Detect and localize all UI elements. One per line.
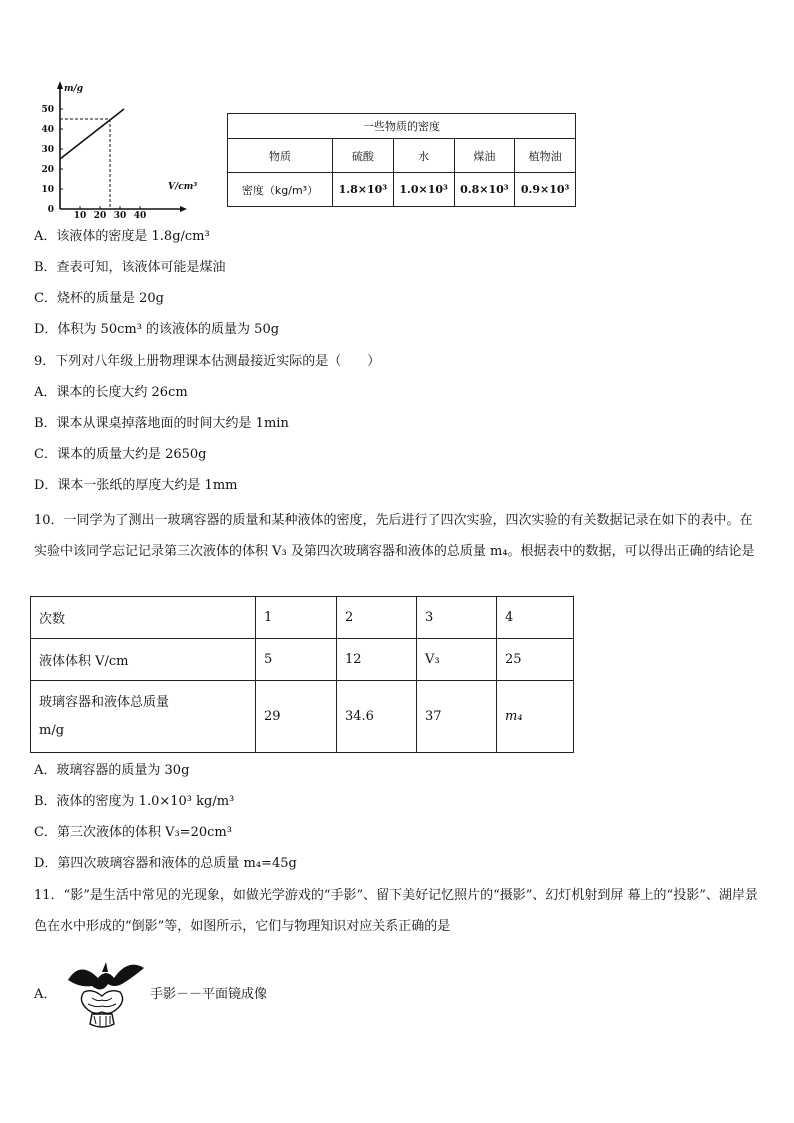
y-axis-label: m/g bbox=[64, 84, 84, 94]
x-tick-label: 30 bbox=[113, 211, 127, 221]
hand-shadow-bird-image bbox=[62, 958, 148, 1030]
q10-option-c: C．第三次液体的体积 V₃=20cm³ bbox=[34, 825, 232, 840]
exp-cell: 1 bbox=[256, 597, 337, 639]
density-header-cell: 硫酸 bbox=[333, 139, 394, 173]
exp-cell: 5 bbox=[256, 639, 337, 681]
exp-cell: 3 bbox=[417, 597, 497, 639]
exp-cell: 29 bbox=[256, 681, 337, 753]
q11-stem: 11．“影”是生活中常见的光现象，如做光学游戏的“手影”、留下美好记忆照片的“摄影”、幻灯机射到屏 幕上的“投影”、湖岸景色在水中形成的“倒影”等，如图所示，它们与物理知识对应关系正确的是 bbox=[34, 888, 758, 934]
density-value: 0.8×10³ bbox=[454, 173, 515, 207]
q9-stem: 9．下列对八年级上册物理课本估测最接近实际的是（ ） bbox=[34, 354, 381, 369]
density-header-cell: 物质 bbox=[228, 139, 333, 173]
exp-cell: 25 bbox=[497, 639, 574, 681]
y-tick-label: 40 bbox=[41, 125, 54, 135]
q10-stem: 10．一同学为了测出一玻璃容器的质量和某种液体的密度，先后进行了四次实验，四次实验的有关数据记录在如下的表中。在实验中该同学忘记记录第三次液体的体积 V₃ 及第四次玻璃容器和液体的总质量 m₄。根据表中的数据，可以得出正确的结论是 bbox=[34, 513, 755, 559]
q10-option-b: B．液体的密度为 1.0×10³ kg/m³ bbox=[34, 794, 235, 809]
density-value: 0.9×10³ bbox=[515, 173, 576, 207]
y-tick-label: 50 bbox=[41, 105, 54, 115]
q8-option-c: C．烧杯的质量是 20g bbox=[34, 291, 164, 306]
q8-option-a: A．该液体的密度是 1.8g/cm³ bbox=[34, 229, 210, 244]
y-tick-label: 30 bbox=[41, 145, 54, 155]
density-table-title: 一些物质的密度 bbox=[228, 114, 576, 139]
x-axis-arrow bbox=[180, 206, 187, 212]
y-tick-label: 10 bbox=[41, 185, 54, 195]
data-line bbox=[60, 109, 124, 159]
density-header-cell: 煤油 bbox=[454, 139, 515, 173]
density-value: 1.0×10³ bbox=[393, 173, 454, 207]
q9-option-c: C．课本的质量大约是 2650g bbox=[34, 447, 207, 462]
y-tick-label: 0 bbox=[47, 205, 54, 215]
q11-option-a-caption: 手影－－平面镜成像 bbox=[150, 987, 268, 1002]
exp-cell: V₃ bbox=[417, 639, 497, 681]
exp-cell: m₄ bbox=[497, 681, 574, 753]
experiment-table bbox=[30, 596, 574, 753]
exp-cell: 2 bbox=[337, 597, 417, 639]
q10-option-d: D．第四次玻璃容器和液体的总质量 m₄=45g bbox=[34, 856, 297, 871]
exp-cell: 4 bbox=[497, 597, 574, 639]
y-tick-label: 20 bbox=[41, 165, 54, 175]
exp-cell: 次数 bbox=[31, 597, 256, 639]
x-tick-label: 20 bbox=[93, 211, 107, 221]
x-tick-label: 40 bbox=[133, 211, 147, 221]
exp-cell: 37 bbox=[417, 681, 497, 753]
y-axis-arrow bbox=[57, 81, 63, 89]
density-row-label: 密度（kg/m³） bbox=[228, 173, 333, 207]
q9-option-a: A．课本的长度大约 26cm bbox=[34, 385, 188, 400]
q11-option-a-letter: A． bbox=[34, 987, 57, 1002]
exp-cell: 玻璃容器和液体总质量 m/g bbox=[31, 681, 256, 753]
density-header-cell: 水 bbox=[393, 139, 454, 173]
exp-cell: 12 bbox=[337, 639, 417, 681]
exp-cell: 34.6 bbox=[337, 681, 417, 753]
density-value: 1.8×10³ bbox=[333, 173, 394, 207]
density-table bbox=[227, 113, 576, 207]
x-axis-label: V/cm³ bbox=[168, 182, 198, 192]
exp-cell: 液体体积 V/cm bbox=[31, 639, 256, 681]
q10-option-a: A．玻璃容器的质量为 30g bbox=[34, 763, 190, 778]
density-header-cell: 植物油 bbox=[515, 139, 576, 173]
q8-option-d: D．体积为 50cm³ 的该液体的质量为 50g bbox=[34, 322, 280, 337]
q8-option-b: B．查表可知，该液体可能是煤油 bbox=[34, 260, 226, 275]
x-tick-label: 10 bbox=[73, 211, 87, 221]
q9-option-b: B．课本从课桌掉落地面的时间大约是 1min bbox=[34, 416, 289, 431]
mass-volume-graph bbox=[30, 74, 200, 224]
q9-option-d: D．课本一张纸的厚度大约是 1mm bbox=[34, 478, 238, 493]
